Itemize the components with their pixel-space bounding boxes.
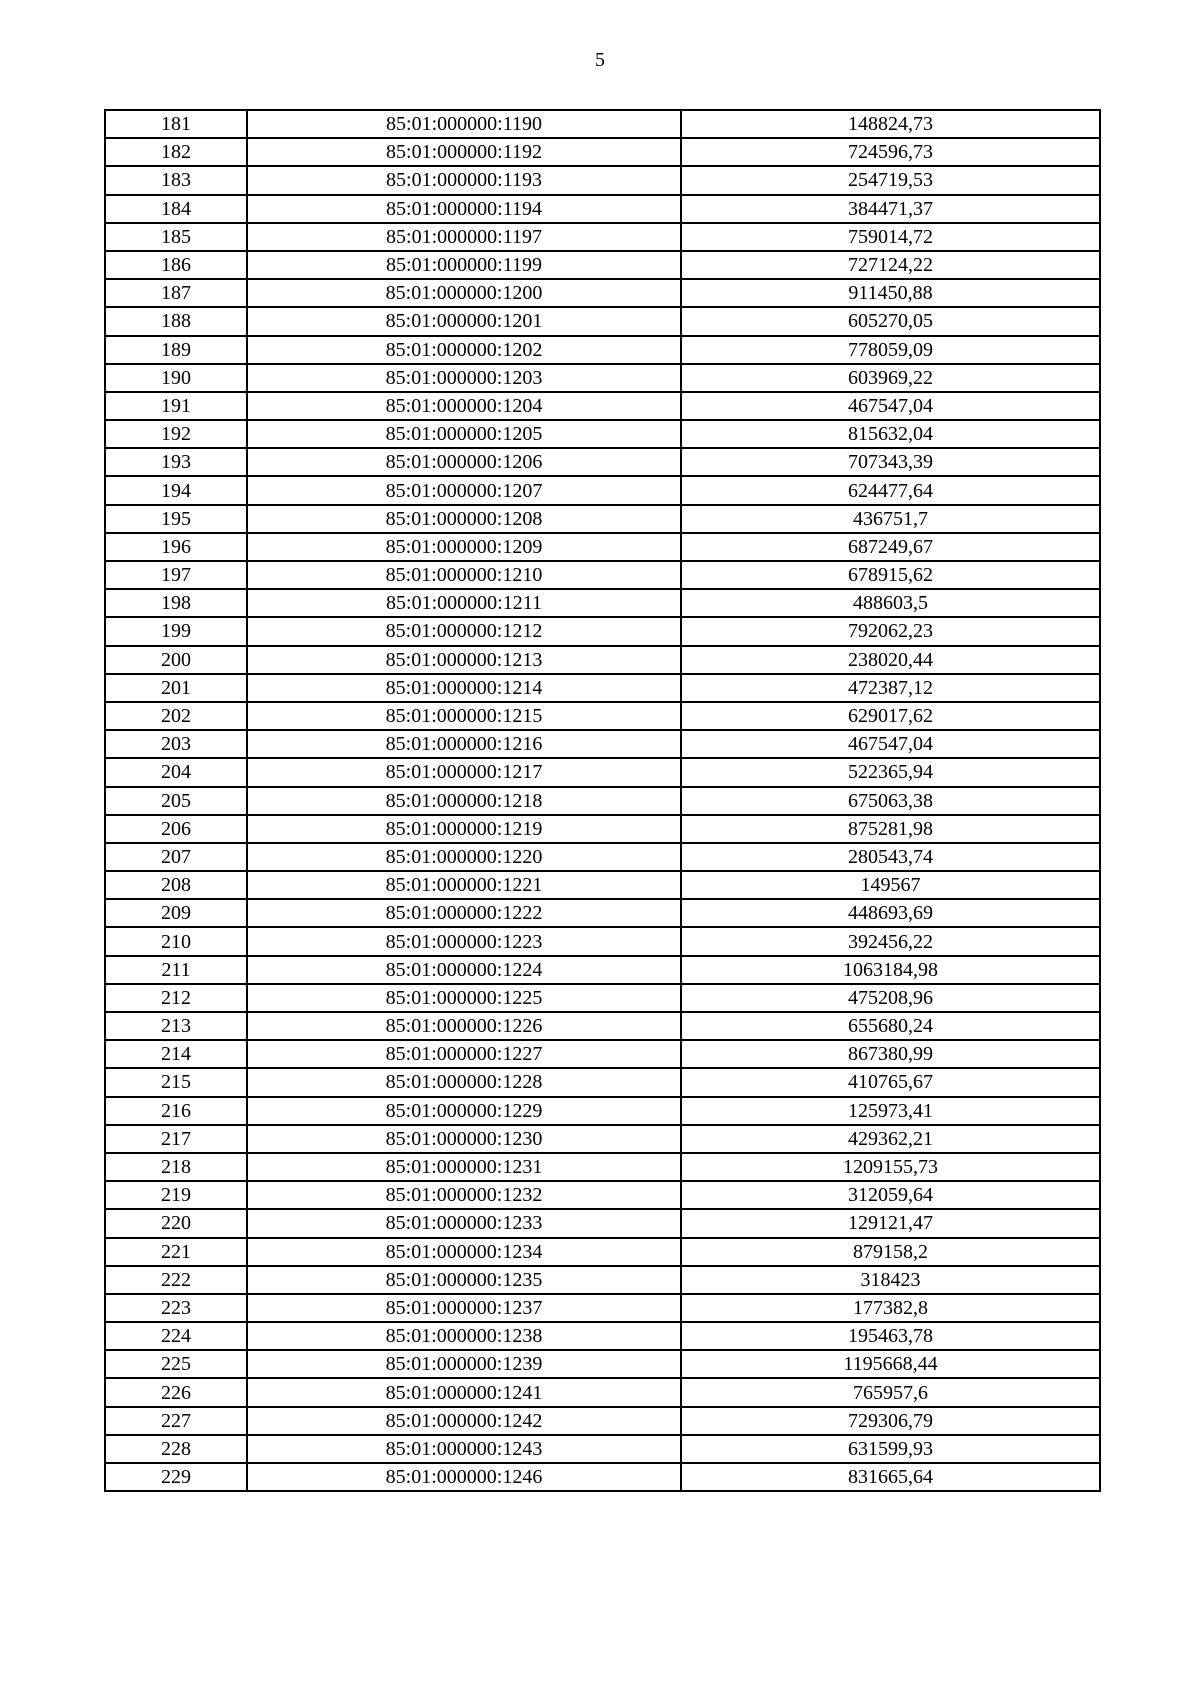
cadastral-value-cell: 410765,67 xyxy=(681,1068,1100,1096)
cadastral-value-cell: 1195668,44 xyxy=(681,1350,1100,1378)
cadastral-number-cell: 85:01:000000:1239 xyxy=(247,1350,681,1378)
row-number-cell: 190 xyxy=(105,364,247,392)
cadastral-value-cell: 675063,38 xyxy=(681,787,1100,815)
cadastral-number-cell: 85:01:000000:1200 xyxy=(247,279,681,307)
table-row xyxy=(105,815,1100,843)
cadastral-value-cell: 429362,21 xyxy=(681,1125,1100,1153)
row-number-cell: 192 xyxy=(105,420,247,448)
row-number-cell: 229 xyxy=(105,1463,247,1491)
cadastral-number-cell: 85:01:000000:1214 xyxy=(247,674,681,702)
cadastral-number-cell: 85:01:000000:1227 xyxy=(247,1040,681,1068)
cadastral-number-cell: 85:01:000000:1230 xyxy=(247,1125,681,1153)
table-row xyxy=(105,561,1100,589)
cadastral-value-cell: 472387,12 xyxy=(681,674,1100,702)
cadastral-number-cell: 85:01:000000:1213 xyxy=(247,646,681,674)
row-number-cell: 218 xyxy=(105,1153,247,1181)
cadastral-value-cell: 687249,67 xyxy=(681,533,1100,561)
cadastral-number-cell: 85:01:000000:1211 xyxy=(247,589,681,617)
cadastral-value-cell: 280543,74 xyxy=(681,843,1100,871)
table-row xyxy=(105,674,1100,702)
cadastral-value-cell: 475208,96 xyxy=(681,984,1100,1012)
cadastral-value-cell: 238020,44 xyxy=(681,646,1100,674)
table-row xyxy=(105,1350,1100,1378)
row-number-cell: 182 xyxy=(105,138,247,166)
table-row xyxy=(105,1181,1100,1209)
cadastral-value-cell: 467547,04 xyxy=(681,392,1100,420)
table-row xyxy=(105,364,1100,392)
row-number-cell: 194 xyxy=(105,476,247,504)
row-number-cell: 187 xyxy=(105,279,247,307)
cadastral-number-cell: 85:01:000000:1229 xyxy=(247,1097,681,1125)
cadastral-value-cell: 831665,64 xyxy=(681,1463,1100,1491)
cadastral-number-cell: 85:01:000000:1207 xyxy=(247,476,681,504)
table-row xyxy=(105,166,1100,194)
cadastral-value-cell: 392456,22 xyxy=(681,927,1100,955)
row-number-cell: 208 xyxy=(105,871,247,899)
cadastral-value-cell: 867380,99 xyxy=(681,1040,1100,1068)
row-number-cell: 219 xyxy=(105,1181,247,1209)
row-number-cell: 199 xyxy=(105,617,247,645)
table-row xyxy=(105,1407,1100,1435)
cadastral-value-cell: 759014,72 xyxy=(681,223,1100,251)
cadastral-number-cell: 85:01:000000:1226 xyxy=(247,1012,681,1040)
cadastral-number-cell: 85:01:000000:1219 xyxy=(247,815,681,843)
table-row xyxy=(105,646,1100,674)
cadastral-value-cell: 603969,22 xyxy=(681,364,1100,392)
row-number-cell: 196 xyxy=(105,533,247,561)
table-row xyxy=(105,420,1100,448)
table-row xyxy=(105,307,1100,335)
table-row xyxy=(105,843,1100,871)
cadastral-value-cell: 911450,88 xyxy=(681,279,1100,307)
row-number-cell: 195 xyxy=(105,505,247,533)
table-row xyxy=(105,1153,1100,1181)
table-row xyxy=(105,1378,1100,1406)
table-row xyxy=(105,589,1100,617)
row-number-cell: 225 xyxy=(105,1350,247,1378)
row-number-cell: 222 xyxy=(105,1266,247,1294)
table-row xyxy=(105,984,1100,1012)
cadastral-number-cell: 85:01:000000:1243 xyxy=(247,1435,681,1463)
table-row xyxy=(105,1322,1100,1350)
table-row xyxy=(105,1125,1100,1153)
cadastral-value-cell: 727124,22 xyxy=(681,251,1100,279)
row-number-cell: 206 xyxy=(105,815,247,843)
row-number-cell: 223 xyxy=(105,1294,247,1322)
table-row xyxy=(105,1209,1100,1237)
cadastral-number-cell: 85:01:000000:1201 xyxy=(247,307,681,335)
table-row xyxy=(105,1266,1100,1294)
cadastral-value-cell: 149567 xyxy=(681,871,1100,899)
cadastral-value-cell: 488603,5 xyxy=(681,589,1100,617)
cadastral-number-cell: 85:01:000000:1218 xyxy=(247,787,681,815)
cadastral-number-cell: 85:01:000000:1233 xyxy=(247,1209,681,1237)
cadastral-value-cell: 678915,62 xyxy=(681,561,1100,589)
cadastral-value-cell: 1209155,73 xyxy=(681,1153,1100,1181)
cadastral-number-cell: 85:01:000000:1220 xyxy=(247,843,681,871)
cadastral-number-cell: 85:01:000000:1234 xyxy=(247,1238,681,1266)
cadastral-number-cell: 85:01:000000:1237 xyxy=(247,1294,681,1322)
row-number-cell: 185 xyxy=(105,223,247,251)
table-row xyxy=(105,505,1100,533)
cadastral-number-cell: 85:01:000000:1217 xyxy=(247,758,681,786)
cadastral-value-cell: 467547,04 xyxy=(681,730,1100,758)
table-row xyxy=(105,138,1100,166)
row-number-cell: 211 xyxy=(105,956,247,984)
cadastral-number-cell: 85:01:000000:1197 xyxy=(247,223,681,251)
table-row xyxy=(105,1238,1100,1266)
row-number-cell: 181 xyxy=(105,110,247,138)
table-row xyxy=(105,927,1100,955)
row-number-cell: 186 xyxy=(105,251,247,279)
cadastral-value-cell: 875281,98 xyxy=(681,815,1100,843)
table-row xyxy=(105,1294,1100,1322)
row-number-cell: 217 xyxy=(105,1125,247,1153)
page-number: 5 xyxy=(595,49,605,71)
cadastral-value-cell: 522365,94 xyxy=(681,758,1100,786)
cadastral-value-cell: 177382,8 xyxy=(681,1294,1100,1322)
cadastral-number-cell: 85:01:000000:1203 xyxy=(247,364,681,392)
cadastral-number-cell: 85:01:000000:1246 xyxy=(247,1463,681,1491)
cadastral-value-cell: 312059,64 xyxy=(681,1181,1100,1209)
row-number-cell: 207 xyxy=(105,843,247,871)
cadastral-number-cell: 85:01:000000:1192 xyxy=(247,138,681,166)
table-row xyxy=(105,702,1100,730)
row-number-cell: 227 xyxy=(105,1407,247,1435)
table-row xyxy=(105,279,1100,307)
cadastral-number-cell: 85:01:000000:1215 xyxy=(247,702,681,730)
cadastral-number-cell: 85:01:000000:1210 xyxy=(247,561,681,589)
row-number-cell: 221 xyxy=(105,1238,247,1266)
table-body xyxy=(105,110,1100,1491)
table-row xyxy=(105,533,1100,561)
cadastral-number-cell: 85:01:000000:1223 xyxy=(247,927,681,955)
cadastral-number-cell: 85:01:000000:1193 xyxy=(247,166,681,194)
row-number-cell: 226 xyxy=(105,1378,247,1406)
row-number-cell: 193 xyxy=(105,448,247,476)
row-number-cell: 209 xyxy=(105,899,247,927)
cadastral-value-cell: 778059,09 xyxy=(681,336,1100,364)
cadastral-number-cell: 85:01:000000:1190 xyxy=(247,110,681,138)
row-number-cell: 191 xyxy=(105,392,247,420)
table-row xyxy=(105,336,1100,364)
cadastral-number-cell: 85:01:000000:1216 xyxy=(247,730,681,758)
row-number-cell: 202 xyxy=(105,702,247,730)
table-row xyxy=(105,110,1100,138)
cadastral-number-cell: 85:01:000000:1204 xyxy=(247,392,681,420)
table-row xyxy=(105,1012,1100,1040)
cadastral-number-cell: 85:01:000000:1242 xyxy=(247,1407,681,1435)
row-number-cell: 189 xyxy=(105,336,247,364)
table-row xyxy=(105,730,1100,758)
row-number-cell: 213 xyxy=(105,1012,247,1040)
row-number-cell: 220 xyxy=(105,1209,247,1237)
cadastral-number-cell: 85:01:000000:1224 xyxy=(247,956,681,984)
row-number-cell: 205 xyxy=(105,787,247,815)
cadastral-number-cell: 85:01:000000:1199 xyxy=(247,251,681,279)
cadastral-value-cell: 1063184,98 xyxy=(681,956,1100,984)
cadastral-number-cell: 85:01:000000:1209 xyxy=(247,533,681,561)
cadastral-number-cell: 85:01:000000:1212 xyxy=(247,617,681,645)
cadastral-value-cell: 129121,47 xyxy=(681,1209,1100,1237)
cadastral-value-cell: 765957,6 xyxy=(681,1378,1100,1406)
row-number-cell: 188 xyxy=(105,307,247,335)
cadastral-value-cell: 254719,53 xyxy=(681,166,1100,194)
cadastral-value-cell: 729306,79 xyxy=(681,1407,1100,1435)
cadastral-number-cell: 85:01:000000:1232 xyxy=(247,1181,681,1209)
cadastral-value-cell: 384471,37 xyxy=(681,195,1100,223)
row-number-cell: 228 xyxy=(105,1435,247,1463)
cadastral-number-cell: 85:01:000000:1222 xyxy=(247,899,681,927)
cadastral-value-cell: 318423 xyxy=(681,1266,1100,1294)
cadastral-number-cell: 85:01:000000:1202 xyxy=(247,336,681,364)
cadastral-value-table xyxy=(104,109,1101,1492)
table-row xyxy=(105,251,1100,279)
cadastral-value-cell: 195463,78 xyxy=(681,1322,1100,1350)
cadastral-number-cell: 85:01:000000:1238 xyxy=(247,1322,681,1350)
cadastral-number-cell: 85:01:000000:1206 xyxy=(247,448,681,476)
row-number-cell: 215 xyxy=(105,1068,247,1096)
table-row xyxy=(105,956,1100,984)
cadastral-value-cell: 815632,04 xyxy=(681,420,1100,448)
cadastral-number-cell: 85:01:000000:1228 xyxy=(247,1068,681,1096)
cadastral-value-cell: 125973,41 xyxy=(681,1097,1100,1125)
row-number-cell: 201 xyxy=(105,674,247,702)
table-row xyxy=(105,1097,1100,1125)
row-number-cell: 216 xyxy=(105,1097,247,1125)
cadastral-number-cell: 85:01:000000:1194 xyxy=(247,195,681,223)
row-number-cell: 224 xyxy=(105,1322,247,1350)
cadastral-value-cell: 879158,2 xyxy=(681,1238,1100,1266)
table-row xyxy=(105,899,1100,927)
table-row xyxy=(105,758,1100,786)
table-row xyxy=(105,787,1100,815)
cadastral-number-cell: 85:01:000000:1221 xyxy=(247,871,681,899)
row-number-cell: 212 xyxy=(105,984,247,1012)
row-number-cell: 214 xyxy=(105,1040,247,1068)
row-number-cell: 210 xyxy=(105,927,247,955)
table-row xyxy=(105,476,1100,504)
cadastral-number-cell: 85:01:000000:1205 xyxy=(247,420,681,448)
table-row xyxy=(105,1040,1100,1068)
table-row xyxy=(105,392,1100,420)
row-number-cell: 198 xyxy=(105,589,247,617)
table-row xyxy=(105,1463,1100,1491)
cadastral-value-cell: 792062,23 xyxy=(681,617,1100,645)
cadastral-number-cell: 85:01:000000:1235 xyxy=(247,1266,681,1294)
table-row xyxy=(105,617,1100,645)
cadastral-number-cell: 85:01:000000:1225 xyxy=(247,984,681,1012)
row-number-cell: 183 xyxy=(105,166,247,194)
table-row xyxy=(105,1068,1100,1096)
cadastral-value-cell: 724596,73 xyxy=(681,138,1100,166)
cadastral-value-cell: 605270,05 xyxy=(681,307,1100,335)
cadastral-value-cell: 448693,69 xyxy=(681,899,1100,927)
table-row xyxy=(105,871,1100,899)
cadastral-value-cell: 655680,24 xyxy=(681,1012,1100,1040)
row-number-cell: 197 xyxy=(105,561,247,589)
row-number-cell: 200 xyxy=(105,646,247,674)
cadastral-number-cell: 85:01:000000:1241 xyxy=(247,1378,681,1406)
row-number-cell: 184 xyxy=(105,195,247,223)
row-number-cell: 204 xyxy=(105,758,247,786)
cadastral-value-cell: 624477,64 xyxy=(681,476,1100,504)
cadastral-number-cell: 85:01:000000:1208 xyxy=(247,505,681,533)
table-row xyxy=(105,195,1100,223)
table-row xyxy=(105,223,1100,251)
cadastral-value-cell: 631599,93 xyxy=(681,1435,1100,1463)
table-row xyxy=(105,448,1100,476)
cadastral-value-cell: 629017,62 xyxy=(681,702,1100,730)
cadastral-value-cell: 707343,39 xyxy=(681,448,1100,476)
cadastral-value-cell: 148824,73 xyxy=(681,110,1100,138)
cadastral-value-cell: 436751,7 xyxy=(681,505,1100,533)
row-number-cell: 203 xyxy=(105,730,247,758)
table-row xyxy=(105,1435,1100,1463)
cadastral-number-cell: 85:01:000000:1231 xyxy=(247,1153,681,1181)
